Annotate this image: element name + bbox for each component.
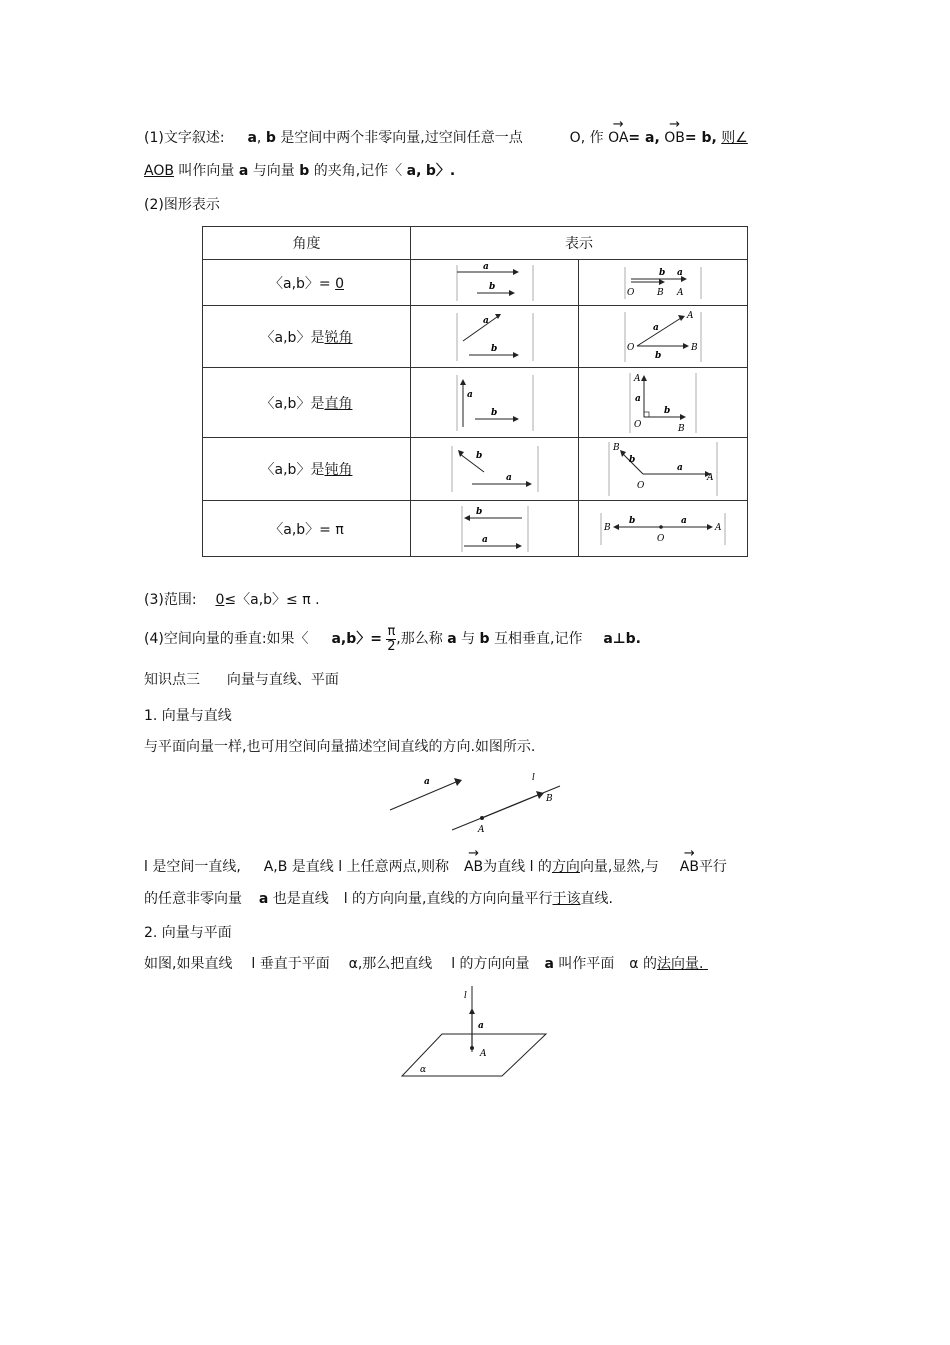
text: l 是空间一直线,	[144, 859, 241, 875]
label-a-point: A	[707, 473, 714, 483]
figure-cell	[411, 438, 579, 501]
angle-value: 直角	[324, 395, 353, 412]
vector-b: b	[265, 130, 276, 146]
label-a: a	[478, 1021, 484, 1031]
label-b: b	[629, 515, 636, 526]
angle-text: 〈a,b〉是	[260, 329, 325, 346]
vector-ob: → OB	[664, 128, 685, 148]
vector-b: b	[479, 631, 490, 647]
arrowhead-b	[509, 290, 515, 296]
arrow-a	[463, 317, 497, 341]
label-alpha: α	[420, 1065, 427, 1075]
label-b: b	[475, 506, 482, 517]
figure-obtuse-common-origin	[607, 440, 719, 498]
angle-value: 锐角	[324, 329, 353, 346]
arrow-a	[637, 318, 681, 346]
vector-ab: → AB	[680, 857, 699, 877]
numerator: π	[387, 623, 396, 639]
point-o: O,	[569, 130, 586, 146]
item-prefix: (3)范围:	[144, 592, 197, 608]
figure-opposite-common-origin	[599, 511, 727, 547]
vector-b: b〉.	[425, 163, 456, 179]
figure-cell	[579, 368, 748, 438]
arrowhead-b	[513, 352, 519, 358]
label-l: l	[532, 773, 535, 783]
fraction-pi-over-2	[386, 625, 396, 654]
text: 互相垂直,记作	[494, 631, 583, 647]
text: 叫作平面	[558, 956, 615, 972]
vector-ab: a,b〉=	[331, 631, 382, 647]
comma: ,	[256, 130, 262, 146]
paragraph-line-direction: 与平面向量一样,也可用空间向量描述空间直线的方向.如图所示.	[144, 739, 536, 755]
subsection-title: 2. 向量与平面	[144, 925, 232, 941]
table-row	[203, 438, 748, 501]
arrow-a	[390, 782, 456, 810]
text: 与向量	[252, 163, 295, 179]
figure-right-common-origin	[628, 371, 698, 435]
label-a: a	[482, 262, 489, 272]
text: l 垂直于平面	[251, 956, 330, 972]
text: α 的	[629, 956, 657, 972]
text: 叫作向量	[178, 163, 235, 179]
text: l 上任意两点,则称	[338, 859, 450, 875]
vector-a: a	[544, 956, 554, 972]
paragraph-normal-vector	[144, 954, 723, 974]
section-graphic-representation: (2)图形表示	[144, 197, 220, 213]
figure-acute-separate	[455, 311, 535, 363]
underlined-term: 于该	[552, 891, 581, 907]
perpendicular-notation: a⊥b.	[603, 631, 641, 647]
table-row	[203, 368, 748, 438]
text: 为直线	[483, 859, 526, 875]
text: 也是直线	[272, 891, 329, 907]
figure-vector-and-line	[380, 768, 570, 840]
angle-cell	[203, 368, 411, 438]
text: 的任意非零向量	[144, 891, 242, 907]
arrowhead-b	[613, 524, 619, 530]
label-b: b	[664, 405, 671, 416]
label-a: a	[635, 393, 641, 404]
figure-acute-common-origin	[623, 310, 703, 364]
label-b: b	[655, 350, 662, 361]
text: = a,	[628, 130, 660, 146]
arrow-ab	[482, 795, 538, 818]
angle-value: 钝角	[324, 462, 353, 478]
figure-normal-vector-plane	[398, 984, 550, 1080]
text: l 的方向向量	[451, 956, 530, 972]
vector-a: a,	[406, 163, 422, 179]
label-a-point: A	[715, 522, 722, 533]
header-representation: 表示	[411, 227, 748, 260]
header-angle: 角度	[203, 227, 411, 260]
text: α,那么把直线	[348, 956, 433, 972]
table-header-row	[203, 227, 748, 260]
label-a: a	[653, 322, 659, 333]
label-a-point: A	[480, 1049, 487, 1059]
label-a: a	[505, 473, 512, 483]
label-a: a	[424, 777, 430, 787]
arrowhead-a	[678, 315, 685, 321]
text: 是空间中两个非零向量,过空间任意一点	[280, 130, 523, 146]
text: A,B 是直线	[263, 859, 334, 875]
label-o: O	[627, 287, 635, 298]
label-a: a	[466, 389, 473, 400]
paragraph-range	[144, 590, 320, 610]
label-a: a	[681, 515, 687, 526]
vector-oa: → OA	[608, 128, 628, 148]
point-a-dot	[470, 1046, 474, 1050]
figure-same-direction-common-origin	[623, 263, 703, 303]
angle-text: 〈a,b〉= π	[269, 521, 344, 538]
knowledge-point-heading	[144, 670, 339, 690]
figure-cell	[579, 260, 748, 306]
label-a: a	[677, 463, 683, 473]
point-a-dot	[480, 816, 484, 820]
label-b: b	[488, 281, 495, 292]
underlined-term: 方向	[551, 859, 580, 875]
denominator: 2	[387, 638, 396, 654]
angle-cell	[203, 438, 411, 501]
angle-cell	[203, 501, 411, 557]
arrowhead-b	[513, 416, 519, 422]
vector-a: a	[238, 163, 249, 179]
arrowhead-b	[659, 279, 665, 285]
label-b-point: B	[657, 287, 664, 298]
arrowhead-a	[641, 375, 647, 381]
figure-cell	[411, 260, 579, 306]
arrowhead-b	[683, 343, 689, 349]
label-b-point: B	[613, 443, 620, 453]
text: = b,	[684, 130, 717, 146]
label-b-point: B	[691, 342, 698, 353]
label-o: O	[657, 533, 665, 544]
arrowhead-a	[513, 269, 519, 275]
angle-symbol: 则∠	[721, 130, 748, 146]
arrowhead-b	[464, 515, 470, 521]
text: l 的	[529, 859, 552, 875]
label-b: b	[490, 407, 497, 418]
label-l: l	[464, 991, 467, 1001]
text: 向量,显然,与	[579, 859, 659, 875]
paragraph-direction-vector-cont	[144, 889, 613, 909]
figure-cell	[579, 438, 748, 501]
text: ,那么称	[396, 631, 443, 647]
figure-right-separate	[455, 373, 535, 433]
right-angle-mark	[644, 412, 649, 417]
figure-cell	[579, 501, 748, 557]
vector-b: b	[299, 163, 310, 179]
angle-text: 〈a,b〉是	[260, 395, 325, 412]
angle-aob: AOB	[144, 163, 174, 179]
label-a-point: A	[478, 825, 485, 835]
figure-cell	[411, 306, 579, 368]
table-row	[203, 306, 748, 368]
text: l 的方向向量,直线的方向向量平行	[343, 891, 553, 907]
label-a-point: A	[687, 310, 694, 321]
figure-opposite-separate	[460, 504, 530, 554]
underlined-term: 法向量.	[656, 956, 704, 972]
arrowhead-a	[469, 1008, 475, 1014]
item-prefix: (4)空间向量的垂直:如果〈	[144, 631, 309, 647]
paragraph-angle-definition	[144, 128, 748, 148]
vector-ab: → AB	[464, 857, 483, 877]
point-o-dot	[659, 525, 663, 529]
label-b-point: B	[546, 794, 553, 804]
label-a: a	[481, 534, 488, 545]
label-b: b	[475, 451, 482, 461]
label-a: a	[482, 315, 489, 326]
paragraph-angle-definition-cont	[144, 161, 455, 181]
label-a-point: A	[677, 287, 684, 298]
knowledge-point-title: 知识点三	[144, 672, 200, 688]
figure-cell	[579, 306, 748, 368]
range-lower: 0	[215, 592, 225, 608]
angle-text: 〈a,b〉=	[268, 275, 336, 292]
label-o: O	[634, 419, 642, 430]
table-row	[203, 260, 748, 306]
label-o: O	[627, 342, 635, 353]
angle-text: 〈a,b〉是	[260, 462, 325, 478]
arrowhead-a	[526, 481, 532, 487]
arrowhead-a	[707, 524, 713, 530]
range-text: ≤〈a,b〉≤ π .	[224, 592, 320, 608]
knowledge-point-subtitle: 向量与直线、平面	[226, 672, 339, 688]
angle-cell	[203, 260, 411, 306]
text: 平行	[698, 859, 727, 875]
vector-a: a	[447, 631, 457, 647]
text: 与	[461, 631, 476, 647]
label-b-point: B	[678, 423, 685, 434]
vector-a: a	[247, 130, 257, 146]
subsection-title: 1. 向量与直线	[144, 708, 232, 724]
angle-table	[202, 226, 748, 557]
label-a-point: A	[634, 373, 641, 384]
vector-a: a	[258, 891, 269, 907]
label-b: b	[659, 267, 666, 278]
paragraph-perpendicular	[144, 624, 641, 658]
angle-cell	[203, 306, 411, 368]
label-b-point: B	[604, 522, 611, 533]
arrowhead-a	[516, 543, 522, 549]
label-b: b	[490, 343, 497, 354]
paragraph-direction-vector	[144, 857, 727, 877]
figure-same-direction-separate	[455, 263, 535, 303]
text: 如图,如果直线	[144, 956, 233, 972]
figure-cell	[411, 501, 579, 557]
label-o: O	[637, 481, 645, 491]
label-a: a	[677, 267, 683, 278]
arrowhead-b	[680, 414, 686, 420]
arrowhead-a	[460, 379, 466, 385]
figure-obtuse-separate	[450, 444, 540, 494]
figure-cell	[411, 368, 579, 438]
table-row	[203, 501, 748, 557]
label-b: b	[629, 455, 636, 465]
item-prefix: (1)文字叙述:	[144, 130, 225, 146]
text: 直线.	[580, 891, 613, 907]
angle-value: 0	[335, 275, 345, 292]
text: 作	[589, 130, 604, 146]
text: 的夹角,记作〈	[313, 163, 403, 179]
